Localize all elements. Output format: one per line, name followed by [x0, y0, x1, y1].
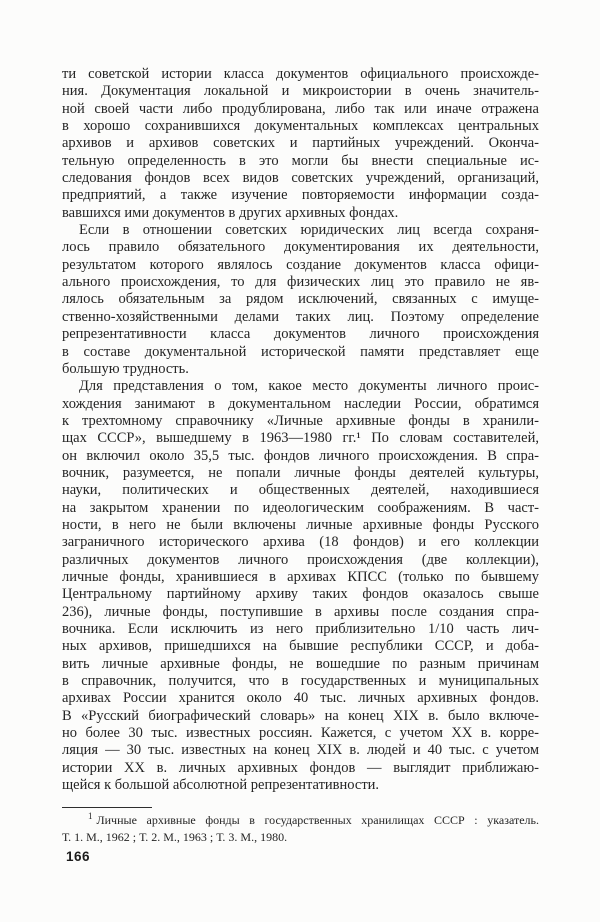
text-line: предприятий, а также изучение повторяемости информации созда-	[62, 187, 539, 204]
text-line: щейся к большой абсолютной репрезентативности.	[62, 777, 380, 794]
text-line: ственно-хозяйственными делами таких лиц. Поэтому определение	[62, 308, 539, 325]
text-line: он включил около 35,5 тыс. фондов личного происхождения. В спра-	[62, 447, 539, 464]
page-number: 166	[66, 849, 91, 864]
text-line: Центральному партийному архиву таких фондов оказалось свыше	[62, 586, 539, 603]
text-line: большую трудность.	[62, 360, 189, 377]
text-line: ния. Документация локальной и микроистории в очень значитель-	[62, 83, 539, 100]
text-line: ных архивов, пришедшихся на бывшие республики СССР, и доба-	[62, 638, 539, 655]
text-line: 236), личные фонды, поступившие в архивы после создания спра-	[62, 603, 539, 620]
text-line: лялось обязательным за рядом исключений, связанных с имуще-	[62, 291, 539, 308]
text-line: в хорошо сохранившихся документальных комплексах центральных	[62, 118, 539, 135]
page-body-text	[62, 66, 539, 794]
text-line: тельную определенность в это могли бы внести специальные ис-	[62, 152, 539, 169]
text-line: вить личные архивные фонды, не вошедшие по разным причинам	[62, 655, 539, 672]
text-line: Если в отношении советских юридических лиц всегда сохраня-	[79, 222, 539, 239]
text-line: ности, в него не были включены личные архивные фонды Русского	[62, 516, 539, 533]
text-line: в справочник, получится, что в государственных и муниципальных	[62, 673, 539, 690]
footnote-text: Личные архивные фонды в государственных хранилищах СССР : указатель.	[96, 813, 539, 827]
text-line: результатом которого являлось создание документов класса офици-	[62, 256, 539, 273]
footnote-line: Т. 1. М., 1962 ; Т. 2. М., 1963 ; Т. 3. М., 1980.	[62, 829, 288, 844]
text-line: ти советской истории класса документов официального происхожде-	[62, 66, 539, 82]
text-line: в составе документальной исторической памяти представляет еще	[62, 343, 539, 360]
text-line: ального происхождения, то для физических лиц это правило не яв-	[62, 274, 539, 291]
text-line: вочник, разумеется, не попали личные фонды деятелей культуры,	[62, 464, 539, 481]
footnote-separator-rule	[62, 807, 152, 808]
text-line: репрезентативности класса документов личного происхождения	[62, 326, 539, 343]
text-line: к трехтомному справочнику «Личные архивные фонды в хранили-	[62, 412, 539, 429]
text-line: но более 30 тыс. известных россиян. Кажется, с учетом XX в. корре-	[62, 725, 539, 742]
text-line: вавшихся ими документов в других архивных фондах.	[62, 204, 399, 221]
text-line: лось правило обязательного документирования их деятельности,	[62, 239, 539, 256]
text-line: следования фондов всех видов советских учреждений, организаций,	[62, 170, 539, 187]
text-line: различных документов личного происхождения (две коллекции),	[62, 551, 539, 568]
text-line: личные фонды, хранившиеся в архивах КПСС (только по бывшему	[62, 568, 539, 585]
footnote-marker: 1	[88, 811, 93, 821]
text-line: В «Русский биографический словарь» на конец XIX в. было включе-	[62, 707, 539, 724]
footnote-line	[62, 812, 539, 829]
text-line: науки, политических и общественных деятелей, находившиеся	[62, 482, 539, 499]
text-line: заграничного исторического архива (18 фондов) и его коллекции	[62, 534, 539, 551]
text-line: архивах России хранится около 40 тыс. личных архивных фондов.	[62, 690, 539, 707]
text-line: на закрытом хранении по идеологическим соображениям. В част-	[62, 499, 539, 516]
text-line: щах СССР», вышедшему в 1963—1980 гг.¹ По словам составителей,	[62, 430, 539, 447]
text-line: ляция — 30 тыс. известных на конец XIX в. людей и 40 тыс. с учетом	[62, 742, 539, 759]
text-line: архивов и архивов советских и партийных учреждений. Оконча-	[62, 135, 539, 152]
text-line: истории XX в. личных архивных фондов — выглядит приближаю-	[62, 759, 539, 776]
text-line: хождения занимают в документальном наследии России, обратимся	[62, 395, 539, 412]
text-line: ной своей части либо продублирована, либо так или иначе отражена	[62, 100, 539, 117]
footnote	[62, 812, 539, 845]
text-line: вочника. Если исключить из него приблизительно 1/10 часть лич-	[62, 621, 539, 637]
text-line: Для представления о том, какое место документы личного проис-	[79, 378, 539, 395]
